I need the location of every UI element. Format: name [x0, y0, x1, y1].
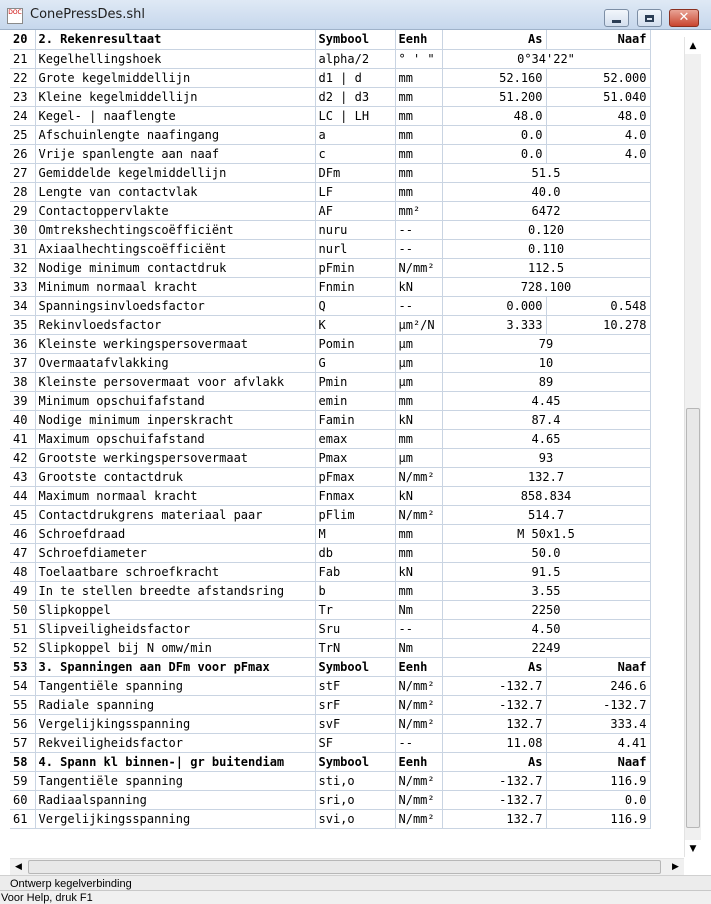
as-value-cell[interactable]: As	[442, 657, 546, 676]
scroll-down-icon[interactable]: ▼	[685, 840, 701, 857]
unit-cell[interactable]: mm	[395, 68, 442, 87]
unit-cell[interactable]: N/mm²	[395, 676, 442, 695]
scroll-left-icon[interactable]: ◀	[15, 862, 22, 872]
value-cell[interactable]: 79	[442, 334, 650, 353]
label-cell[interactable]: Minimum normaal kracht	[35, 277, 315, 296]
unit-cell[interactable]: Eenh	[395, 657, 442, 676]
panel-status-bar	[0, 875, 711, 890]
label-cell[interactable]: Kleinste persovermaat voor afvlakk	[35, 372, 315, 391]
symbol-cell[interactable]: a	[315, 125, 395, 144]
row-number-cell[interactable]: 47	[10, 543, 35, 562]
unit-cell[interactable]: mm	[395, 581, 442, 600]
value-cell[interactable]: 6472	[442, 201, 650, 220]
unit-cell[interactable]: µm	[395, 353, 442, 372]
table-row[interactable]	[10, 543, 650, 562]
unit-cell[interactable]: N/mm²	[395, 714, 442, 733]
label-cell[interactable]: Rekinvloedsfactor	[35, 315, 315, 334]
unit-cell[interactable]: N/mm²	[395, 790, 442, 809]
naaf-value-cell[interactable]: 246.6	[546, 676, 650, 695]
naaf-value-cell[interactable]: 10.278	[546, 315, 650, 334]
unit-cell[interactable]: Eenh	[395, 752, 442, 771]
row-number-cell[interactable]: 35	[10, 315, 35, 334]
table-row[interactable]	[10, 277, 650, 296]
unit-cell[interactable]: mm	[395, 543, 442, 562]
as-value-cell[interactable]: -132.7	[442, 695, 546, 714]
status-bar	[0, 890, 711, 904]
symbol-cell[interactable]: SF	[315, 733, 395, 752]
symbol-cell[interactable]: LF	[315, 182, 395, 201]
value-cell[interactable]: 0°34'22"	[442, 49, 650, 68]
label-cell[interactable]: Slipkoppel bij N omw/min	[35, 638, 315, 657]
horizontal-scroll-thumb[interactable]	[28, 860, 661, 874]
symbol-cell[interactable]: Tr	[315, 600, 395, 619]
row-number-cell[interactable]: 49	[10, 581, 35, 600]
symbol-cell[interactable]: svF	[315, 714, 395, 733]
table-row[interactable]	[10, 581, 650, 600]
row-number-cell[interactable]: 46	[10, 524, 35, 543]
table-row[interactable]	[10, 638, 650, 657]
symbol-cell[interactable]: srF	[315, 695, 395, 714]
value-cell[interactable]: 89	[442, 372, 650, 391]
unit-cell[interactable]: --	[395, 220, 442, 239]
naaf-value-cell[interactable]: Naaf	[546, 657, 650, 676]
row-number-cell[interactable]: 45	[10, 505, 35, 524]
table-row[interactable]	[10, 733, 650, 752]
naaf-value-cell[interactable]: Naaf	[546, 30, 650, 49]
symbol-cell[interactable]: Pmin	[315, 372, 395, 391]
row-number-cell[interactable]: 20	[10, 30, 35, 49]
row-number-cell[interactable]: 27	[10, 163, 35, 182]
unit-cell[interactable]: mm	[395, 429, 442, 448]
minimize-button[interactable]	[604, 9, 629, 27]
scroll-right-icon[interactable]: ▶	[672, 862, 679, 872]
row-number-cell[interactable]: 39	[10, 391, 35, 410]
table-row[interactable]	[10, 676, 650, 695]
scroll-up-icon[interactable]: ▲	[685, 37, 701, 54]
unit-cell[interactable]: mm	[395, 182, 442, 201]
label-cell[interactable]: Maximum opschuifafstand	[35, 429, 315, 448]
value-cell[interactable]: 728.100	[442, 277, 650, 296]
row-number-cell[interactable]: 56	[10, 714, 35, 733]
naaf-value-cell[interactable]: 333.4	[546, 714, 650, 733]
label-cell[interactable]: Radiale spanning	[35, 695, 315, 714]
symbol-cell[interactable]: Famin	[315, 410, 395, 429]
symbol-cell[interactable]: DFm	[315, 163, 395, 182]
label-cell[interactable]: Tangentiële spanning	[35, 771, 315, 790]
unit-cell[interactable]: --	[395, 296, 442, 315]
unit-cell[interactable]: N/mm²	[395, 809, 442, 828]
table-row[interactable]	[10, 220, 650, 239]
maximize-button[interactable]	[637, 9, 662, 27]
naaf-value-cell[interactable]: 0.548	[546, 296, 650, 315]
table-row[interactable]	[10, 353, 650, 372]
symbol-cell[interactable]: Fab	[315, 562, 395, 581]
row-number-cell[interactable]: 30	[10, 220, 35, 239]
row-number-cell[interactable]: 60	[10, 790, 35, 809]
label-cell[interactable]: Vergelijkingsspanning	[35, 714, 315, 733]
section-header-row[interactable]	[10, 30, 650, 49]
row-number-cell[interactable]: 61	[10, 809, 35, 828]
horizontal-scrollbar[interactable]	[10, 858, 684, 875]
unit-cell[interactable]: N/mm²	[395, 505, 442, 524]
table-row[interactable]	[10, 182, 650, 201]
as-value-cell[interactable]: 51.200	[442, 87, 546, 106]
row-number-cell[interactable]: 34	[10, 296, 35, 315]
unit-cell[interactable]: mm	[395, 144, 442, 163]
unit-cell[interactable]: N/mm²	[395, 467, 442, 486]
unit-cell[interactable]: kN	[395, 277, 442, 296]
row-number-cell[interactable]: 43	[10, 467, 35, 486]
label-cell[interactable]: Grote kegelmiddellijn	[35, 68, 315, 87]
as-value-cell[interactable]: 0.0	[442, 144, 546, 163]
naaf-value-cell[interactable]: 4.0	[546, 144, 650, 163]
row-number-cell[interactable]: 42	[10, 448, 35, 467]
value-cell[interactable]: 0.120	[442, 220, 650, 239]
label-cell[interactable]: Overmaatafvlakking	[35, 353, 315, 372]
row-number-cell[interactable]: 32	[10, 258, 35, 277]
symbol-cell[interactable]: G	[315, 353, 395, 372]
value-cell[interactable]: M 50x1.5	[442, 524, 650, 543]
symbol-cell[interactable]: M	[315, 524, 395, 543]
symbol-cell[interactable]: stF	[315, 676, 395, 695]
row-number-cell[interactable]: 28	[10, 182, 35, 201]
table-row[interactable]	[10, 49, 650, 68]
label-cell[interactable]: Radiaalspanning	[35, 790, 315, 809]
symbol-cell[interactable]: Sru	[315, 619, 395, 638]
table-row[interactable]	[10, 448, 650, 467]
unit-cell[interactable]: µm²/N	[395, 315, 442, 334]
naaf-value-cell[interactable]: 0.0	[546, 790, 650, 809]
unit-cell[interactable]: Eenh	[395, 30, 442, 49]
unit-cell[interactable]: N/mm²	[395, 771, 442, 790]
as-value-cell[interactable]: -132.7	[442, 771, 546, 790]
value-cell[interactable]: 0.110	[442, 239, 650, 258]
unit-cell[interactable]: kN	[395, 562, 442, 581]
label-cell[interactable]: Spanningsinvloedsfactor	[35, 296, 315, 315]
as-value-cell[interactable]: As	[442, 30, 546, 49]
label-cell[interactable]: Tangentiële spanning	[35, 676, 315, 695]
as-value-cell[interactable]: 132.7	[442, 809, 546, 828]
symbol-cell[interactable]: svi,o	[315, 809, 395, 828]
symbol-cell[interactable]: pFmin	[315, 258, 395, 277]
table-row[interactable]	[10, 410, 650, 429]
value-cell[interactable]: 91.5	[442, 562, 650, 581]
symbol-cell[interactable]: nurl	[315, 239, 395, 258]
symbol-cell[interactable]: sti,o	[315, 771, 395, 790]
row-number-cell[interactable]: 48	[10, 562, 35, 581]
label-cell[interactable]: Maximum normaal kracht	[35, 486, 315, 505]
unit-cell[interactable]: --	[395, 619, 442, 638]
label-cell[interactable]: Lengte van contactvlak	[35, 182, 315, 201]
label-cell[interactable]: Axiaalhechtingscoëfficiënt	[35, 239, 315, 258]
naaf-value-cell[interactable]: 52.000	[546, 68, 650, 87]
vertical-scroll-thumb[interactable]	[686, 408, 700, 828]
symbol-cell[interactable]: c	[315, 144, 395, 163]
value-cell[interactable]: 4.50	[442, 619, 650, 638]
table-row[interactable]	[10, 790, 650, 809]
label-cell[interactable]: Afschuinlengte naafingang	[35, 125, 315, 144]
table-row[interactable]	[10, 334, 650, 353]
label-cell[interactable]: In te stellen breedte afstandsring	[35, 581, 315, 600]
table-row[interactable]	[10, 258, 650, 277]
row-number-cell[interactable]: 36	[10, 334, 35, 353]
symbol-cell[interactable]: LC | LH	[315, 106, 395, 125]
value-cell[interactable]: 2249	[442, 638, 650, 657]
unit-cell[interactable]: mm²	[395, 201, 442, 220]
table-row[interactable]	[10, 524, 650, 543]
unit-cell[interactable]: µm	[395, 448, 442, 467]
table-row[interactable]	[10, 562, 650, 581]
row-number-cell[interactable]: 52	[10, 638, 35, 657]
symbol-cell[interactable]: K	[315, 315, 395, 334]
value-cell[interactable]: 112.5	[442, 258, 650, 277]
unit-cell[interactable]: ° ' "	[395, 49, 442, 68]
symbol-cell[interactable]: b	[315, 581, 395, 600]
symbol-cell[interactable]: db	[315, 543, 395, 562]
symbol-cell[interactable]: Fnmin	[315, 277, 395, 296]
table-row[interactable]	[10, 296, 650, 315]
minimize-icon	[612, 20, 621, 23]
table-row[interactable]	[10, 391, 650, 410]
table-row[interactable]	[10, 125, 650, 144]
symbol-cell[interactable]: Symbool	[315, 752, 395, 771]
as-value-cell[interactable]: As	[442, 752, 546, 771]
unit-cell[interactable]: mm	[395, 163, 442, 182]
table-row[interactable]	[10, 201, 650, 220]
as-value-cell[interactable]: 132.7	[442, 714, 546, 733]
unit-cell[interactable]: --	[395, 239, 442, 258]
row-number-cell[interactable]: 22	[10, 68, 35, 87]
label-cell[interactable]: Slipkoppel	[35, 600, 315, 619]
naaf-value-cell[interactable]: 116.9	[546, 809, 650, 828]
value-cell[interactable]: 50.0	[442, 543, 650, 562]
label-cell[interactable]: Schroefdraad	[35, 524, 315, 543]
table-row[interactable]	[10, 87, 650, 106]
label-cell[interactable]: Schroefdiameter	[35, 543, 315, 562]
table-row[interactable]	[10, 619, 650, 638]
label-cell[interactable]: Vergelijkingsspanning	[35, 809, 315, 828]
table-row[interactable]	[10, 315, 650, 334]
naaf-value-cell[interactable]: -132.7	[546, 695, 650, 714]
table-row[interactable]	[10, 106, 650, 125]
label-cell[interactable]: 4. Spann kl binnen-| gr buitendiam	[35, 752, 315, 771]
label-cell[interactable]: Grootste werkingspersovermaat	[35, 448, 315, 467]
symbol-cell[interactable]: pFlim	[315, 505, 395, 524]
symbol-cell[interactable]: d2 | d3	[315, 87, 395, 106]
row-number-cell[interactable]: 25	[10, 125, 35, 144]
label-cell[interactable]: Gemiddelde kegelmiddellijn	[35, 163, 315, 182]
naaf-value-cell[interactable]: 48.0	[546, 106, 650, 125]
status-text: Voor Help, druk F1	[1, 892, 93, 904]
as-value-cell[interactable]: 0.000	[442, 296, 546, 315]
table-row[interactable]	[10, 429, 650, 448]
label-cell[interactable]: Omtrekshechtingscoëfficiënt	[35, 220, 315, 239]
symbol-cell[interactable]: Pomin	[315, 334, 395, 353]
unit-cell[interactable]: mm	[395, 125, 442, 144]
table-row[interactable]	[10, 68, 650, 87]
value-cell[interactable]: 132.7	[442, 467, 650, 486]
row-number-cell[interactable]: 53	[10, 657, 35, 676]
table-row[interactable]	[10, 695, 650, 714]
section-header-row[interactable]	[10, 657, 650, 676]
symbol-cell[interactable]: emin	[315, 391, 395, 410]
label-cell[interactable]: Slipveiligheidsfactor	[35, 619, 315, 638]
symbol-cell[interactable]: Q	[315, 296, 395, 315]
table-row[interactable]	[10, 372, 650, 391]
unit-cell[interactable]: Nm	[395, 600, 442, 619]
row-number-cell[interactable]: 38	[10, 372, 35, 391]
unit-cell[interactable]: --	[395, 733, 442, 752]
row-number-cell[interactable]: 51	[10, 619, 35, 638]
table-row[interactable]	[10, 505, 650, 524]
value-cell[interactable]: 10	[442, 353, 650, 372]
symbol-cell[interactable]: AF	[315, 201, 395, 220]
row-number-cell[interactable]: 40	[10, 410, 35, 429]
value-cell[interactable]: 4.65	[442, 429, 650, 448]
table-row[interactable]	[10, 239, 650, 258]
row-number-cell[interactable]: 21	[10, 49, 35, 68]
panel-status-text: Ontwerp kegelverbinding	[10, 878, 132, 890]
table-row[interactable]	[10, 809, 650, 828]
title-bar	[0, 0, 711, 30]
naaf-value-cell[interactable]: 51.040	[546, 87, 650, 106]
row-number-cell[interactable]: 59	[10, 771, 35, 790]
value-cell[interactable]: 87.4	[442, 410, 650, 429]
unit-cell[interactable]: kN	[395, 486, 442, 505]
unit-cell[interactable]: N/mm²	[395, 258, 442, 277]
value-cell[interactable]: 514.7	[442, 505, 650, 524]
naaf-value-cell[interactable]: 4.41	[546, 733, 650, 752]
unit-cell[interactable]: mm	[395, 524, 442, 543]
label-cell[interactable]: Nodige minimum inperskracht	[35, 410, 315, 429]
unit-cell[interactable]: µm	[395, 334, 442, 353]
maximize-icon	[645, 15, 654, 22]
symbol-cell[interactable]: pFmax	[315, 467, 395, 486]
as-value-cell[interactable]: 0.0	[442, 125, 546, 144]
label-cell[interactable]: 2. Rekenresultaat	[35, 30, 315, 49]
unit-cell[interactable]: Nm	[395, 638, 442, 657]
value-cell[interactable]: 2250	[442, 600, 650, 619]
results-table	[10, 30, 651, 829]
label-cell[interactable]: Toelaatbare schroefkracht	[35, 562, 315, 581]
table-row[interactable]	[10, 771, 650, 790]
table-row[interactable]	[10, 714, 650, 733]
value-cell[interactable]: 3.55	[442, 581, 650, 600]
results-grid	[10, 30, 684, 858]
row-number-cell[interactable]: 31	[10, 239, 35, 258]
row-number-cell[interactable]: 58	[10, 752, 35, 771]
symbol-cell[interactable]: d1 | d	[315, 68, 395, 87]
as-value-cell[interactable]: 3.333	[442, 315, 546, 334]
value-cell[interactable]: 51.5	[442, 163, 650, 182]
label-cell[interactable]: 3. Spanningen aan DFm voor pFmax	[35, 657, 315, 676]
row-number-cell[interactable]: 44	[10, 486, 35, 505]
label-cell[interactable]: Nodige minimum contactdruk	[35, 258, 315, 277]
section-header-row[interactable]	[10, 752, 650, 771]
symbol-cell[interactable]: Pmax	[315, 448, 395, 467]
close-button[interactable]	[669, 9, 699, 27]
row-number-cell[interactable]: 29	[10, 201, 35, 220]
symbol-cell[interactable]: alpha/2	[315, 49, 395, 68]
unit-cell[interactable]: mm	[395, 391, 442, 410]
table-row[interactable]	[10, 163, 650, 182]
value-cell[interactable]: 93	[442, 448, 650, 467]
label-cell[interactable]: Grootste contactdruk	[35, 467, 315, 486]
as-value-cell[interactable]: 52.160	[442, 68, 546, 87]
symbol-cell[interactable]: sri,o	[315, 790, 395, 809]
table-row[interactable]	[10, 467, 650, 486]
unit-cell[interactable]: kN	[395, 410, 442, 429]
row-number-cell[interactable]: 23	[10, 87, 35, 106]
symbol-cell[interactable]: Symbool	[315, 657, 395, 676]
label-cell[interactable]: Vrije spanlengte aan naaf	[35, 144, 315, 163]
unit-cell[interactable]: µm	[395, 372, 442, 391]
label-cell[interactable]: Kleine kegelmiddellijn	[35, 87, 315, 106]
row-number-cell[interactable]: 24	[10, 106, 35, 125]
value-cell[interactable]: 858.834	[442, 486, 650, 505]
row-number-cell[interactable]: 50	[10, 600, 35, 619]
label-cell[interactable]: Kegelhellingshoek	[35, 49, 315, 68]
vertical-scrollbar[interactable]	[684, 37, 701, 857]
window-title: ConePressDes.shl	[30, 7, 146, 22]
row-number-cell[interactable]: 33	[10, 277, 35, 296]
row-number-cell[interactable]: 57	[10, 733, 35, 752]
table-row[interactable]	[10, 144, 650, 163]
symbol-cell[interactable]: Symbool	[315, 30, 395, 49]
as-value-cell[interactable]: 11.08	[442, 733, 546, 752]
row-number-cell[interactable]: 54	[10, 676, 35, 695]
symbol-cell[interactable]: Fnmax	[315, 486, 395, 505]
naaf-value-cell[interactable]: Naaf	[546, 752, 650, 771]
unit-cell[interactable]: N/mm²	[395, 695, 442, 714]
label-cell[interactable]: Kegel- | naaflengte	[35, 106, 315, 125]
unit-cell[interactable]: mm	[395, 106, 442, 125]
symbol-cell[interactable]: emax	[315, 429, 395, 448]
value-cell[interactable]: 4.45	[442, 391, 650, 410]
table-row[interactable]	[10, 486, 650, 505]
table-row[interactable]	[10, 600, 650, 619]
document-icon: DOC	[7, 8, 23, 24]
label-cell[interactable]: Rekveiligheidsfactor	[35, 733, 315, 752]
unit-cell[interactable]: mm	[395, 87, 442, 106]
label-cell[interactable]: Minimum opschuifafstand	[35, 391, 315, 410]
as-value-cell[interactable]: -132.7	[442, 676, 546, 695]
label-cell[interactable]: Contactdrukgrens materiaal paar	[35, 505, 315, 524]
naaf-value-cell[interactable]: 4.0	[546, 125, 650, 144]
row-number-cell[interactable]: 37	[10, 353, 35, 372]
row-number-cell[interactable]: 41	[10, 429, 35, 448]
label-cell[interactable]: Contactoppervlakte	[35, 201, 315, 220]
label-cell[interactable]: Kleinste werkingspersovermaat	[35, 334, 315, 353]
value-cell[interactable]: 40.0	[442, 182, 650, 201]
as-value-cell[interactable]: 48.0	[442, 106, 546, 125]
naaf-value-cell[interactable]: 116.9	[546, 771, 650, 790]
symbol-cell[interactable]: TrN	[315, 638, 395, 657]
row-number-cell[interactable]: 26	[10, 144, 35, 163]
close-icon: ✕	[678, 10, 690, 25]
symbol-cell[interactable]: nuru	[315, 220, 395, 239]
as-value-cell[interactable]: -132.7	[442, 790, 546, 809]
row-number-cell[interactable]: 55	[10, 695, 35, 714]
